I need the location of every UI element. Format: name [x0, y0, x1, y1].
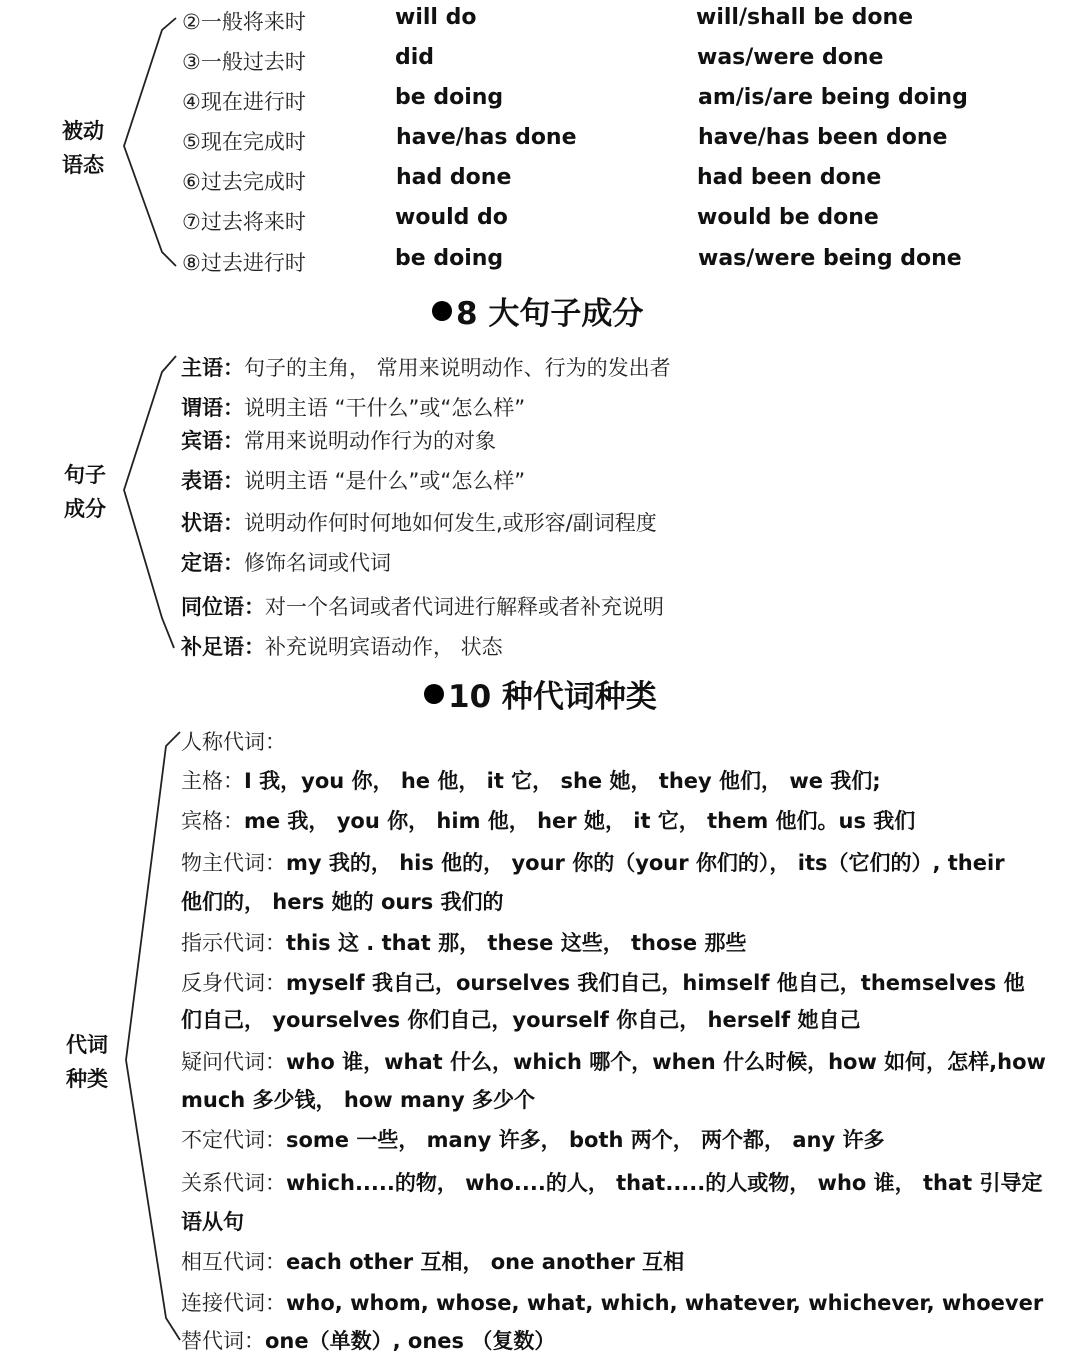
component-desc: 说明主语 “干什么”或“怎么样”: [244, 396, 526, 420]
pronoun-examples: 语从句: [181, 1210, 244, 1234]
list-item: [181, 631, 503, 661]
tense-name: ⑧过去进行时: [182, 251, 306, 275]
pronoun-label: 物主代词：: [181, 851, 286, 875]
list-item: [181, 927, 746, 957]
component-term: 谓语：: [181, 396, 244, 420]
tense-name: ④现在进行时: [182, 90, 306, 114]
pronoun-label: 宾格：: [181, 809, 244, 833]
list-item: [181, 392, 525, 422]
active-form: be doing: [395, 246, 504, 271]
pronoun-label: 疑问代词：: [181, 1050, 286, 1074]
list-item: [181, 726, 286, 756]
active-form: did: [395, 45, 435, 70]
pronoun-label: 主格：: [181, 769, 244, 793]
bullet-icon: [424, 684, 444, 704]
list-item: [181, 352, 671, 382]
list-item: [181, 1046, 1046, 1076]
component-desc: 说明动作何时何地如何发生,或形容/副词程度: [244, 511, 657, 535]
tense-name: ⑥过去完成时: [182, 170, 306, 194]
pronoun-label: 人称代词：: [181, 730, 286, 754]
list-item: [181, 1287, 1043, 1317]
component-term: 表语：: [181, 469, 244, 493]
passive-form: would be done: [697, 205, 879, 230]
list-item: [181, 425, 496, 455]
list-item: [181, 1004, 860, 1034]
passive-form: am/is/are being doing: [698, 85, 968, 110]
list-item: [181, 886, 504, 916]
pronoun-examples: myself 我自己，ourselves 我们自己，himself 他自己，themselves 他: [286, 971, 1025, 995]
passive-form: had been done: [697, 165, 882, 190]
pronoun-examples: this 这 . that 那， these 这些， those 那些: [286, 931, 747, 955]
active-form: have/has done: [396, 125, 577, 150]
pronoun-examples: who, whom, whose, what, which, whatever, whichever, whoever: [286, 1291, 1044, 1315]
pronoun-category-label: 代词 种类: [66, 1033, 108, 1091]
pronoun-label: 相互代词：: [181, 1250, 286, 1274]
list-item: [181, 591, 664, 621]
pronoun-examples: which.....的物， who....的人， that.....的人或物， who 谁， that 引导定: [286, 1171, 1043, 1195]
pronoun-examples: one（单数）, ones （复数）: [265, 1329, 556, 1353]
pronoun-label: 反身代词：: [181, 971, 286, 995]
component-term: 补足语：: [181, 635, 265, 659]
pronoun-examples: 们自己， yourselves 你们自己，yourself 你自己， herself 她自己: [181, 1008, 861, 1032]
pronoun-examples: me 我， you 你， him 他， her 她， it 它， them 他们。us 我们: [244, 809, 916, 833]
sentence-category-label: 句子 成分: [64, 463, 106, 521]
passive-form: was/were done: [697, 45, 884, 70]
active-form: would do: [395, 205, 508, 230]
pronoun-label: 连接代词：: [181, 1291, 286, 1315]
list-item: [181, 1246, 684, 1276]
active-form: will do: [395, 5, 477, 30]
pronoun-examples: I 我，you 你， he 他， it 它， she 她， they 他们， we 我们;: [244, 769, 881, 793]
component-desc: 修饰名词或代词: [244, 551, 391, 575]
component-term: 主语：: [181, 356, 244, 380]
component-term: 宾语：: [181, 429, 244, 453]
list-item: [181, 1124, 885, 1154]
tense-name: ⑦过去将来时: [182, 210, 306, 234]
pronoun-label: 不定代词：: [181, 1128, 286, 1152]
list-item: [181, 967, 1025, 997]
component-desc: 句子的主角， 常用来说明动作、行为的发出者: [244, 356, 671, 380]
pronoun-section-heading: 10 种代词种类: [424, 671, 657, 716]
pronoun-examples: my 我的， his 他的， your 你的（your 你们的）， its（它们的）, their: [286, 851, 1005, 875]
passive-category-label: 被动 语态: [62, 119, 104, 177]
pronoun-brace: [126, 732, 180, 1340]
pronoun-examples: much 多少钱， how many 多少个: [181, 1088, 535, 1112]
sentence-brace: [124, 356, 176, 648]
list-item: [181, 1084, 535, 1114]
bullet-icon: [432, 301, 452, 321]
component-desc: 补充说明宾语动作， 状态: [265, 635, 503, 659]
passive-brace: [124, 18, 176, 266]
pronoun-examples: each other 互相， one another 互相: [286, 1250, 685, 1274]
list-item: [181, 1206, 244, 1236]
tense-name: ⑤现在完成时: [182, 130, 306, 154]
component-term: 状语：: [181, 511, 244, 535]
list-item: [181, 1325, 555, 1355]
passive-form: have/has been done: [698, 125, 948, 150]
tense-name: ③一般过去时: [182, 50, 306, 74]
pronoun-examples: 他们的， hers 她的 ours 我们的: [181, 890, 504, 914]
passive-form: was/were being done: [698, 246, 962, 271]
list-item: [181, 805, 915, 835]
component-desc: 说明主语 “是什么”或“怎么样”: [244, 469, 526, 493]
sentence-section-heading: 8 大句子成分: [432, 288, 643, 333]
list-item: [181, 547, 391, 577]
component-desc: 常用来说明动作行为的对象: [244, 429, 496, 453]
list-item: [181, 1167, 1042, 1197]
active-form: be doing: [395, 85, 504, 110]
list-item: [181, 847, 1005, 877]
list-item: [181, 507, 657, 537]
list-item: [181, 465, 525, 495]
component-term: 同位语：: [181, 595, 265, 619]
passive-form: will/shall be done: [696, 5, 914, 30]
pronoun-label: 指示代词：: [181, 931, 286, 955]
component-term: 定语：: [181, 551, 244, 575]
list-item: [181, 765, 881, 795]
component-desc: 对一个名词或者代词进行解释或者补充说明: [265, 595, 664, 619]
tense-name: ②一般将来时: [182, 10, 306, 34]
pronoun-examples: some 一些， many 许多， both 两个， 两个都， any 许多: [286, 1128, 885, 1152]
pronoun-label: 关系代词：: [181, 1171, 286, 1195]
active-form: had done: [396, 165, 512, 190]
pronoun-examples: who 谁，what 什么，which 哪个，when 什么时候，how 如何，怎样,how: [286, 1050, 1046, 1074]
pronoun-label: 替代词：: [181, 1329, 265, 1353]
